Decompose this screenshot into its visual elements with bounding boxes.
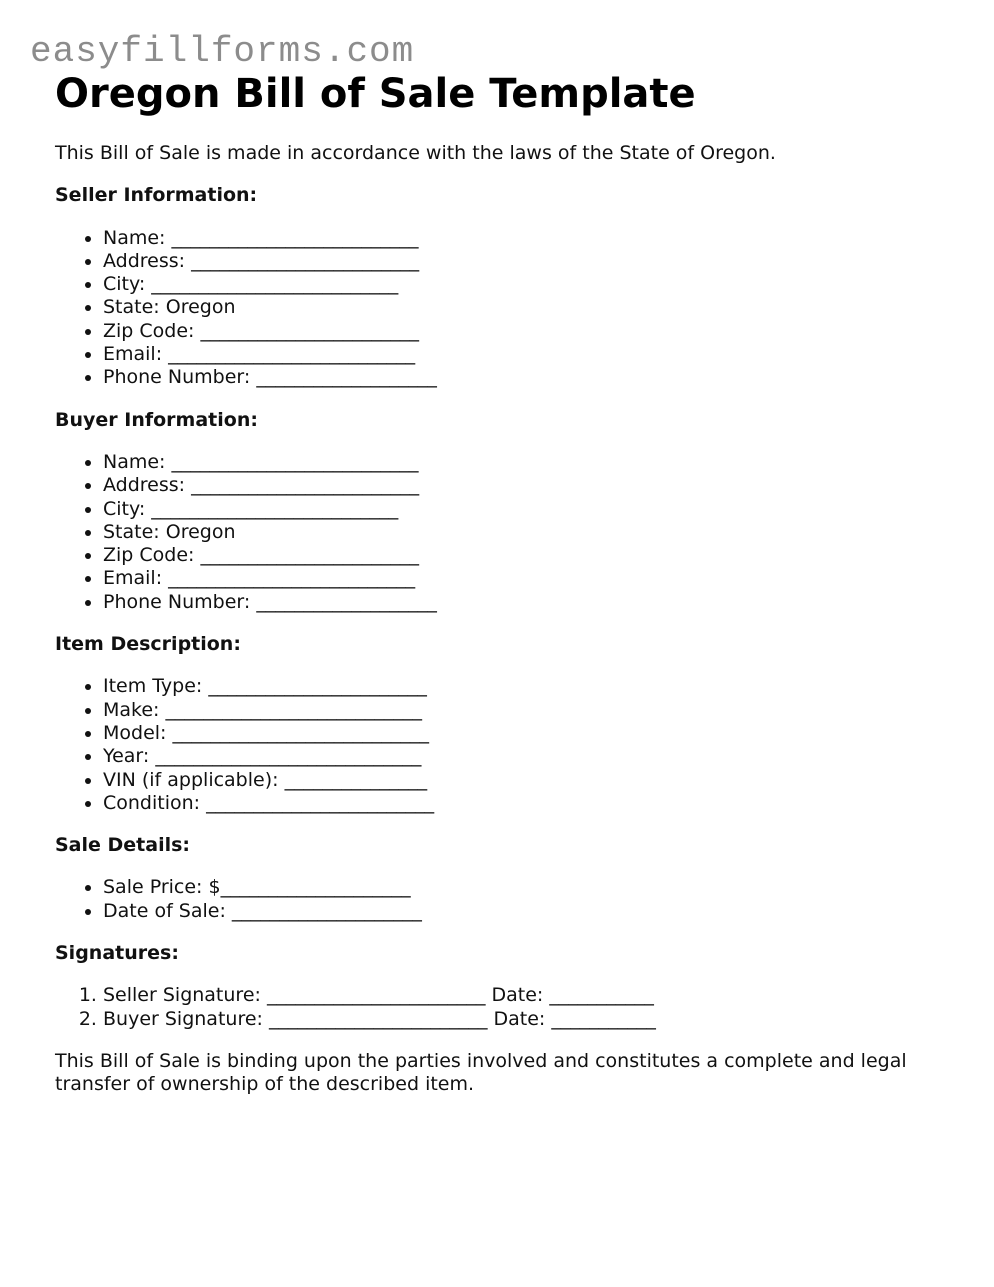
seller-name-field[interactable]: • Name: __________________________ [103, 227, 945, 250]
buyer-state-field: • State: Oregon [103, 521, 945, 544]
buyer-address-field[interactable]: • Address: ________________________ [103, 474, 945, 497]
seller-state-field: • State: Oregon [103, 296, 945, 319]
item-make-field[interactable]: • Make: ___________________________ [103, 699, 945, 722]
item-condition-field[interactable]: • Condition: ________________________ [103, 792, 945, 815]
buyer-fields [55, 451, 945, 614]
buyer-signature-field[interactable]: 2. Buyer Signature: _______________________ Date: ___________ [103, 1008, 945, 1031]
seller-signature-field[interactable]: 1. Seller Signature: _______________________ Date: ___________ [103, 984, 945, 1007]
buyer-zip-field[interactable]: • Zip Code: _______________________ [103, 544, 945, 567]
buyer-name-field[interactable]: • Name: __________________________ [103, 451, 945, 474]
seller-heading: Seller Information: [55, 184, 258, 207]
item-year-field[interactable]: • Year: ____________________________ [103, 745, 945, 768]
buyer-email-field[interactable]: • Email: __________________________ [103, 567, 945, 590]
item-type-field[interactable]: • Item Type: _______________________ [103, 675, 945, 698]
buyer-phone-field[interactable]: • Phone Number: ___________________ [103, 591, 945, 614]
seller-phone-field[interactable]: • Phone Number: ___________________ [103, 366, 945, 389]
watermark: easyfillforms.com [30, 31, 415, 72]
buyer-heading: Buyer Information: [55, 408, 258, 431]
item-model-field[interactable]: • Model: ___________________________ [103, 722, 945, 745]
document-body [55, 142, 945, 1097]
closing-paragraph: This Bill of Sale is binding upon the parties involved and constitutes a complete and legal transfer of ownership of the described item. [55, 1049, 907, 1096]
signatures-heading: Signatures: [55, 942, 179, 965]
intro-paragraph: This Bill of Sale is made in accordance with the laws of the State of Oregon. [55, 142, 776, 164]
seller-city-field[interactable]: • City: __________________________ [103, 273, 945, 296]
seller-fields [55, 227, 945, 390]
document-title: Oregon Bill of Sale Template [55, 71, 696, 117]
seller-email-field[interactable]: • Email: __________________________ [103, 343, 945, 366]
item-fields [55, 675, 945, 815]
item-heading: Item Description: [55, 633, 241, 656]
item-vin-field[interactable]: • VIN (if applicable): _______________ [103, 769, 945, 792]
sale-date-field[interactable]: • Date of Sale: ____________________ [103, 900, 945, 923]
sale-fields [55, 876, 945, 923]
seller-zip-field[interactable]: • Zip Code: _______________________ [103, 320, 945, 343]
signature-fields [55, 984, 945, 1031]
seller-address-field[interactable]: • Address: ________________________ [103, 250, 945, 273]
sale-price-field[interactable]: • Sale Price: $____________________ [103, 876, 945, 899]
buyer-city-field[interactable]: • City: __________________________ [103, 498, 945, 521]
sale-heading: Sale Details: [55, 834, 191, 857]
